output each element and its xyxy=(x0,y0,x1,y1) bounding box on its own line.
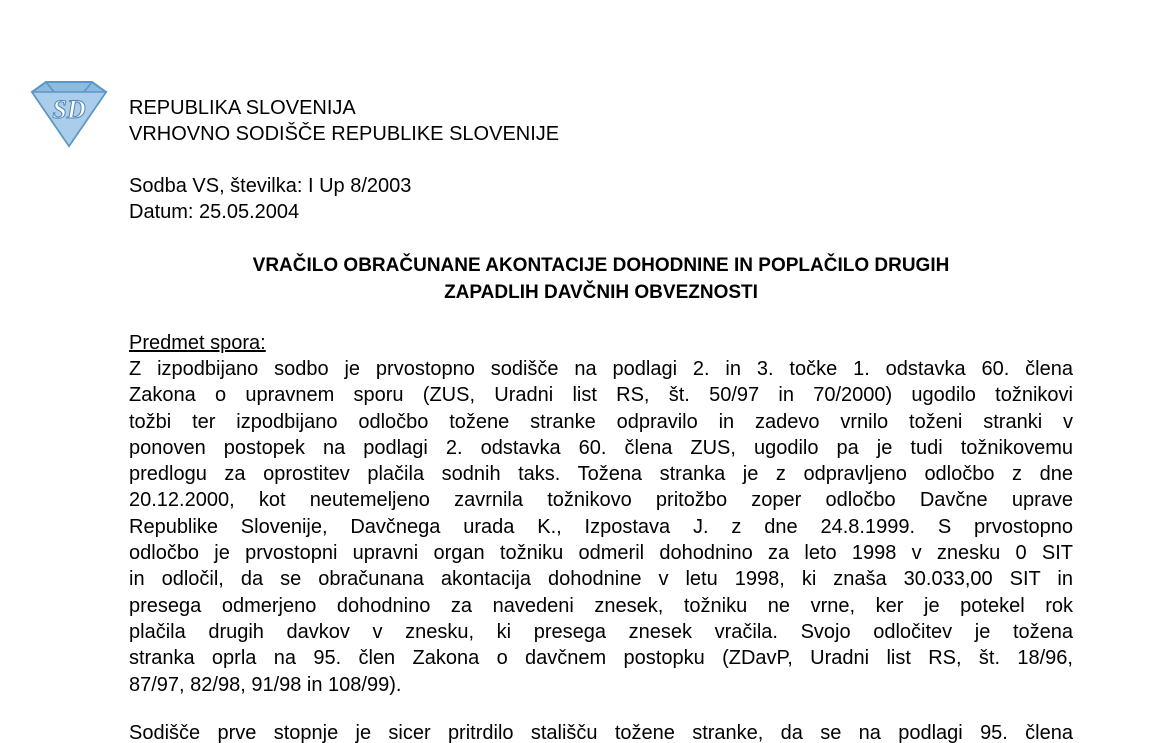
paragraph-line: presega odmerjeno dohodnino za navedeni znesek, tožniku ne vrne, ker je potekel rok xyxy=(129,594,1073,617)
court-seal-icon xyxy=(28,78,110,150)
section-heading: Predmet spora: xyxy=(129,332,266,354)
case-meta xyxy=(129,173,411,225)
court-name: VRHOVNO SODIŠČE REPUBLIKE SLOVENIJE xyxy=(129,123,560,145)
paragraph-line: stranka oprla na 95. člen Zakona o davčnem postopku (ZDavP, Uradni list RS, št. 18/96, xyxy=(129,647,1073,670)
logo-letters: SD xyxy=(52,95,86,124)
paragraph-line: Republike Slovenije, Davčnega urada K., Izpostava J. z dne 24.8.1999. S prvostopno xyxy=(129,515,1073,538)
paragraph-line: 87/97, 82/98, 91/98 in 108/99). xyxy=(129,673,402,696)
title-line-2: ZAPADLIH DAVČNIH OBVEZNOSTI xyxy=(444,282,758,303)
paragraph-line: Zakona o upravnem sporu (ZUS, Uradni list RS, št. 50/97 in 70/2000) ugodilo tožnikovi xyxy=(129,384,1073,407)
case-date: Datum: 25.05.2004 xyxy=(129,201,300,223)
paragraph-line: Z izpodbijano sodbo je prvostopno sodišče na podlagi 2. in 3. točke 1. odstavka 60. člena xyxy=(129,358,1073,380)
title-line-1: VRAČILO OBRAČUNANE AKONTACIJE DOHODNINE IN POPLAČILO DRUGIH xyxy=(252,255,950,276)
paragraph-line: in odločil, da se obračunana akontacija dohodnine v letu 1998, ki znaša 30.033,00 SIT in xyxy=(129,568,1073,591)
paragraph-line: odločbo je prvostopni upravni organ tožniku odmeril dohodnino za leto 1998 v znesku 0 SIT xyxy=(129,542,1073,565)
paragraph-line: 20.12.2000, kot neutemeljeno zavrnila tožnikovo pritožbo zoper odločbo Davčne uprave xyxy=(129,489,1073,512)
issuer-header xyxy=(129,95,559,147)
second-paragraph: Sodišče prve stopnje je sicer pritrdilo stališču tožene stranke, da se na podlagi 95. člena xyxy=(129,722,1073,743)
case-number: Sodba VS, številka: I Up 8/2003 xyxy=(129,175,412,197)
document-title xyxy=(129,252,1073,306)
paragraph-line: tožbi ter izpodbijano odločbo tožene stranke odpravilo in zadevo vrnilo toženi stranki v xyxy=(129,410,1073,433)
country-name: REPUBLIKA SLOVENIJA xyxy=(129,97,356,119)
paragraph-line: plačila drugih davkov v znesku, ki presega znesek vračila. Svojo odločitev je tožena xyxy=(129,620,1073,643)
paragraph-line: ponoven postopek na podlagi 2. odstavka 60. člena ZUS, ugodilo pa je tudi tožnikovemu xyxy=(129,436,1073,459)
section-paragraph xyxy=(129,356,1073,698)
paragraph-line: predlogu za oprostitev plačila sodnih taks. Tožena stranka je z odpravljeno odločbo z dne xyxy=(129,463,1073,486)
